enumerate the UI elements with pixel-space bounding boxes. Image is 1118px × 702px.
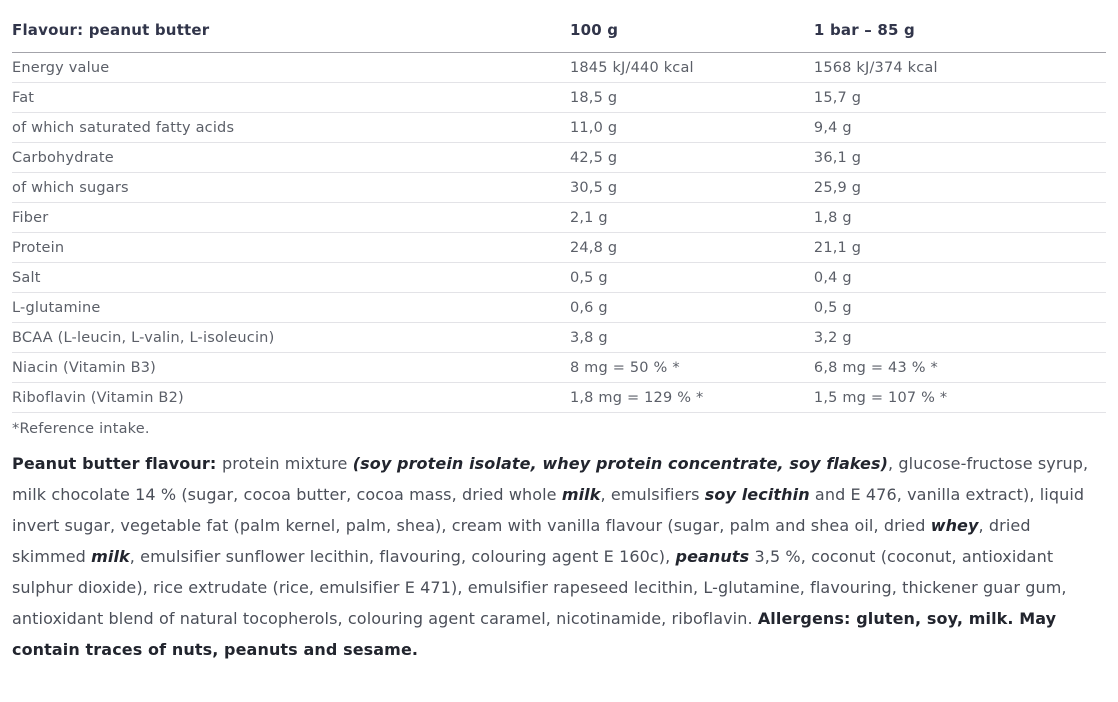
value-per-bar: 1568 kJ/374 kcal <box>814 53 1106 83</box>
ingredient-run: and E 476, vanilla extract), liquid invert sugar, vegetable fat (palm kernel, palm, shea), cream with vanilla flavour (sugar, palm and shea oil, dried <box>12 485 1085 535</box>
table-row <box>12 353 1106 383</box>
table-row <box>12 203 1106 233</box>
value-per-bar: 0,5 g <box>814 293 1106 323</box>
value-per-100g: 0,5 g <box>570 263 814 293</box>
value-per-100g: 11,0 g <box>570 113 814 143</box>
nutrition-table-body <box>12 53 1106 413</box>
nutrient-label: Fat <box>12 83 570 113</box>
ingredient-run: , emulsifiers <box>600 485 705 504</box>
table-row <box>12 113 1106 143</box>
nutrient-label: Niacin (Vitamin B3) <box>12 353 570 383</box>
ingredient-run: peanuts <box>675 547 750 566</box>
table-header-row <box>12 12 1106 53</box>
table-row <box>12 383 1106 413</box>
ingredient-run: protein mixture <box>222 454 353 473</box>
value-per-100g: 1845 kJ/440 kcal <box>570 53 814 83</box>
ingredients-paragraph <box>12 448 1106 665</box>
nutrient-label: of which saturated fatty acids <box>12 113 570 143</box>
col-header-bar: 1 bar – 85 g <box>814 12 1106 53</box>
nutrient-label: of which sugars <box>12 173 570 203</box>
col-header-100g: 100 g <box>570 12 814 53</box>
value-per-100g: 8 mg = 50 % * <box>570 353 814 383</box>
value-per-bar: 15,7 g <box>814 83 1106 113</box>
value-per-bar: 0,4 g <box>814 263 1106 293</box>
reference-footnote: *Reference intake. <box>12 421 150 437</box>
flavour-header: Flavour: peanut butter <box>12 12 570 53</box>
value-per-100g: 2,1 g <box>570 203 814 233</box>
value-per-bar: 36,1 g <box>814 143 1106 173</box>
ingredient-run: (soy protein isolate, whey protein concentrate, soy flakes) <box>352 454 889 473</box>
ingredient-run: 3,5 %, coconut (coconut, antioxidant sulphur dioxide), rice extrudate (rice, emulsifier E 471), emulsifier rapeseed lecithin, L-glutamine, flavouring, thickener guar gum, antioxidant blend of natural tocopherols, colouring agent caramel, nicotinamide, riboflavin. <box>12 547 1067 628</box>
value-per-bar: 1,8 g <box>814 203 1106 233</box>
nutrient-label: Riboflavin (Vitamin B2) <box>12 383 570 413</box>
ingredient-run: milk <box>561 485 601 504</box>
ingredient-run: Allergens: gluten, soy, milk. May contain traces of nuts, peanuts and sesame. <box>12 609 1057 659</box>
nutrition-table <box>12 12 1106 413</box>
ingredient-run: Peanut butter flavour: <box>12 454 223 473</box>
value-per-bar: 25,9 g <box>814 173 1106 203</box>
nutrient-label: L-glutamine <box>12 293 570 323</box>
value-per-100g: 3,8 g <box>570 323 814 353</box>
table-row <box>12 293 1106 323</box>
value-per-100g: 1,8 mg = 129 % * <box>570 383 814 413</box>
nutrient-label: Salt <box>12 263 570 293</box>
value-per-100g: 42,5 g <box>570 143 814 173</box>
value-per-100g: 18,5 g <box>570 83 814 113</box>
ingredient-run: , emulsifier sunflower lecithin, flavouring, colouring agent E 160c), <box>129 547 676 566</box>
nutrient-label: Carbohydrate <box>12 143 570 173</box>
table-row <box>12 263 1106 293</box>
value-per-bar: 6,8 mg = 43 % * <box>814 353 1106 383</box>
ingredient-run: , glucose-fructose syrup, milk chocolate 14 % (sugar, cocoa butter, cocoa mass, dried whole <box>12 454 1089 504</box>
table-row <box>12 83 1106 113</box>
table-row <box>12 143 1106 173</box>
value-per-bar: 9,4 g <box>814 113 1106 143</box>
value-per-bar: 3,2 g <box>814 323 1106 353</box>
table-row <box>12 323 1106 353</box>
table-row <box>12 173 1106 203</box>
ingredient-run: , dried skimmed <box>12 516 1031 566</box>
value-per-bar: 1,5 mg = 107 % * <box>814 383 1106 413</box>
nutrient-label: Energy value <box>12 53 570 83</box>
ingredient-run: soy lecithin <box>704 485 810 504</box>
value-per-100g: 30,5 g <box>570 173 814 203</box>
value-per-bar: 21,1 g <box>814 233 1106 263</box>
ingredient-run: whey <box>930 516 979 535</box>
table-row <box>12 233 1106 263</box>
table-row <box>12 53 1106 83</box>
value-per-100g: 24,8 g <box>570 233 814 263</box>
value-per-100g: 0,6 g <box>570 293 814 323</box>
nutrient-label: Protein <box>12 233 570 263</box>
nutrient-label: Fiber <box>12 203 570 233</box>
ingredient-run: milk <box>91 547 130 566</box>
nutrient-label: BCAA (L-leucin, L-valin, L-isoleucin) <box>12 323 570 353</box>
